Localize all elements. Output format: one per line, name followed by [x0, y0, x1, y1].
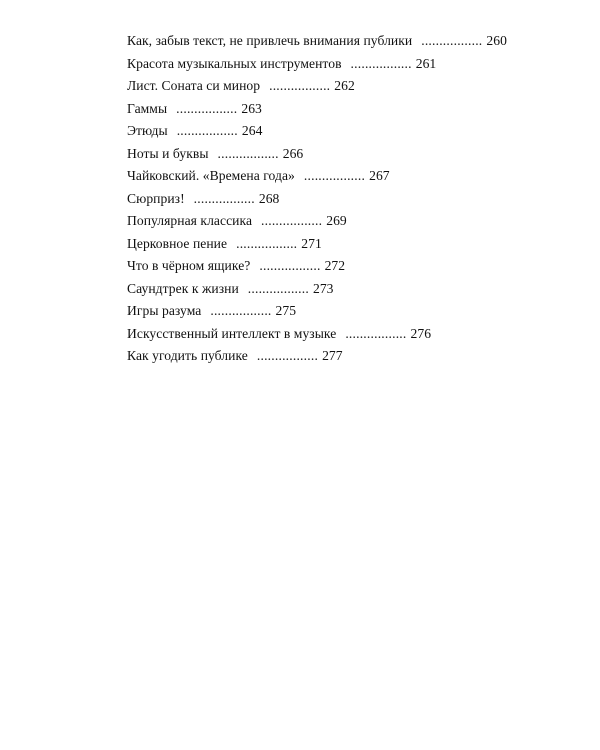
toc-entry-title: Как, забыв текст, не привлечь внимания публики: [127, 33, 413, 48]
toc-entry-page-number: 261: [415, 55, 437, 71]
toc-entry: [127, 120, 567, 143]
toc-entry-page-number: 264: [241, 123, 263, 138]
toc-entry-dot-leader: .................: [303, 168, 366, 183]
toc-entry: [127, 210, 567, 233]
toc-entry-dot-leader: .................: [261, 213, 323, 228]
toc-entry-dot-leader: .................: [193, 190, 255, 206]
toc-entry-page-number: 273: [312, 280, 334, 296]
toc-entry-page-number: 275: [275, 303, 297, 318]
toc-entry: [127, 300, 567, 323]
toc-entry-page-number: 266: [282, 145, 304, 161]
toc-entry-dot-leader: .................: [210, 303, 272, 318]
toc-entry-page-number: 260: [486, 33, 507, 48]
toc-entry-dot-leader: .................: [421, 33, 483, 48]
toc-entry-title: Гаммы: [127, 100, 168, 116]
toc-entry: [127, 75, 567, 98]
toc-entry-page-number: 267: [369, 168, 390, 183]
toc-entry-page-number: 269: [326, 213, 347, 228]
toc-entry-dot-leader: .................: [259, 258, 321, 273]
toc-entry-dot-leader: .................: [256, 348, 319, 363]
toc-entry-dot-leader: .................: [269, 78, 331, 93]
toc-entry-dot-leader: .................: [350, 55, 412, 71]
toc-entry-title: Популярная классика: [127, 213, 253, 228]
toc-entry-title: Ноты и буквы: [127, 145, 209, 161]
toc-entry-title: Лист. Соната си минор: [127, 78, 261, 93]
toc-entry-title: Игры разума: [127, 303, 202, 318]
toc-entry-title: Искусственный интеллект в музыке: [127, 325, 337, 341]
toc-entry-title: Красота музыкальных инструментов: [127, 55, 342, 71]
toc-entry-title: Что в чёрном ящике?: [127, 258, 251, 273]
toc-entry-dot-leader: .................: [236, 235, 298, 251]
toc-entry-page-number: 263: [241, 100, 262, 116]
toc-entry: [127, 165, 567, 188]
toc-entry-title: Этюды: [127, 123, 168, 138]
toc-entry-title: Как угодить публике: [127, 348, 248, 363]
toc-entry-page-number: 272: [324, 258, 346, 273]
toc-entry: [127, 30, 567, 53]
toc-entry-dot-leader: .................: [345, 325, 407, 341]
toc-entry: [127, 143, 567, 166]
toc-entry-page-number: 271: [301, 235, 322, 251]
toc-entry-page-number: 276: [410, 325, 432, 341]
toc-entry-page-number: 277: [322, 348, 343, 363]
toc-entry-dot-leader: .................: [217, 145, 279, 161]
toc-entry-title: Церковное пение: [127, 235, 228, 251]
toc-entry: [127, 345, 567, 368]
toc-entry: [127, 278, 567, 301]
toc-entry: [127, 255, 567, 278]
toc-entry: [127, 323, 567, 346]
table-of-contents: [127, 30, 567, 368]
toc-entry-title: Чайковский. «Времена года»: [127, 168, 295, 183]
toc-entry: [127, 53, 567, 76]
toc-entry-dot-leader: .................: [176, 100, 238, 116]
toc-entry-dot-leader: .................: [176, 123, 238, 138]
toc-entry: [127, 233, 567, 256]
toc-entry-title: Саундтрек к жизни: [127, 280, 239, 296]
toc-entry: [127, 98, 567, 121]
toc-entry-title: Сюрприз!: [127, 190, 185, 206]
toc-entry-page-number: 268: [258, 190, 280, 206]
toc-entry-page-number: 262: [334, 78, 355, 93]
toc-entry: [127, 188, 567, 211]
toc-entry-dot-leader: .................: [247, 280, 309, 296]
